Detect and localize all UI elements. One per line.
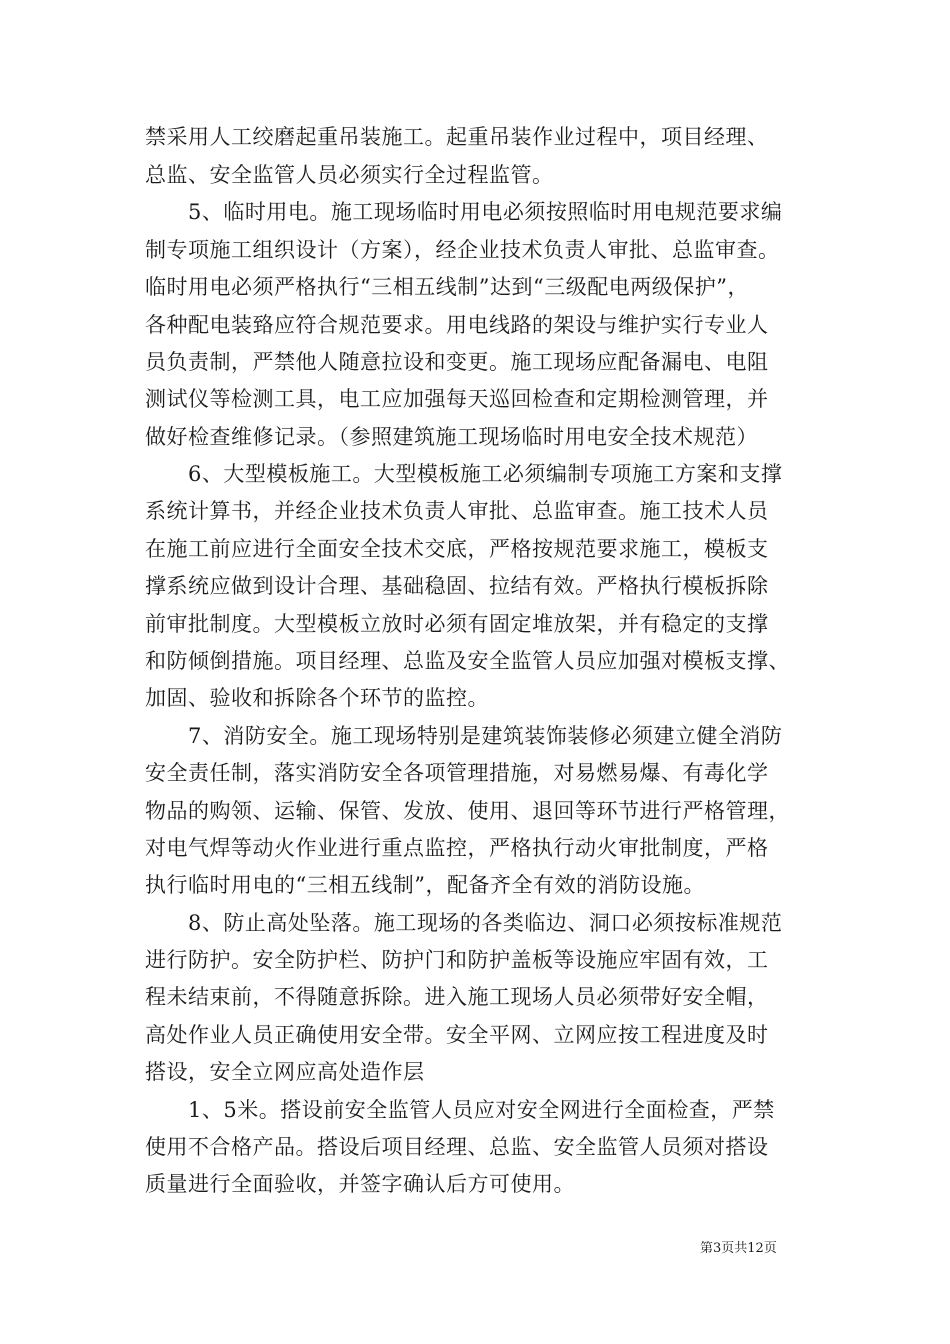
text-line: 制专项施工组织设计（方案），经企业技术负责人审批、总监审查。 [145, 238, 780, 262]
text-line: 临时用电必须严格执行“三相五线制”达到“三级配电两级保护”， [145, 275, 749, 299]
text-line: 测试仪等检测工具，电工应加强每天巡回检查和定期检测管理，并 [145, 387, 769, 411]
text-line: 执行临时用电的“三相五线制”，配备齐全有效的消防设施。 [145, 873, 705, 897]
text-line: 安全责任制，落实消防安全各项管理措施，对易燃易爆、有毒化学 [145, 761, 769, 785]
text-line: 系统计算书，并经企业技术负责人审批、总监审查。施工技术人员 [145, 499, 769, 523]
text-line: 7、消防安全。施工现场特别是建筑装饰装修必须建立健全消防 [188, 724, 783, 748]
text-line: 程未结束前，不得随意拆除。进入施工现场人员必须带好安全帽， [145, 985, 769, 1009]
text-line: 5、临时用电。施工现场临时用电必须按照临时用电规范要求编 [188, 200, 783, 224]
text-line: 各种配电装臵应符合规范要求。用电线路的架设与维护实行专业人 [145, 313, 769, 337]
text-line: 质量进行全面验收，并签字确认后方可使用。 [145, 1172, 575, 1196]
text-line: 撑系统应做到设计合理、基础稳固、拉结有效。严格执行模板拆除 [145, 574, 769, 598]
text-line: 对电气焊等动火作业进行重点监控，严格执行动火审批制度，严格 [145, 836, 769, 860]
text-line: 和防倾倒措施。项目经理、总监及安全监管人员应加强对模板支撑、 [145, 649, 790, 673]
text-line: 禁采用人工绞磨起重吊装施工。起重吊装作业过程中，项目经理、 [145, 125, 769, 149]
text-line: 加固、验收和拆除各个环节的监控。 [145, 686, 489, 710]
text-line: 进行防护。安全防护栏、防护门和防护盖板等设施应牢固有效，工 [145, 948, 769, 972]
text-line: 8、防止高处坠落。施工现场的各类临边、洞口必须按标准规范 [188, 911, 783, 935]
text-line: 做好检查维修记录。（参照建筑施工现场临时用电安全技术规范） [145, 425, 758, 449]
text-line: 员负责制，严禁他人随意拉设和变更。施工现场应配备漏电、电阻 [145, 350, 769, 374]
text-line: 物品的购领、运输、保管、发放、使用、退回等环节进行严格管理， [145, 799, 790, 823]
text-line: 在施工前应进行全面安全技术交底，严格按规范要求施工，模板支 [145, 537, 769, 561]
text-line: 使用不合格产品。搭设后项目经理、总监、安全监管人员须对搭设 [145, 1135, 769, 1159]
text-line: 搭设，安全立网应高处造作层 [145, 1060, 425, 1084]
text-line: 1、5米。搭设前安全监管人员应对安全网进行全面检查，严禁 [188, 1098, 775, 1122]
text-line: 高处作业人员正确使用安全带。安全平网、立网应按工程进度及时 [145, 1023, 769, 1047]
text-line: 总监、安全监管人员必须实行全过程监管。 [145, 163, 554, 187]
text-line: 前审批制度。大型模板立放时必须有固定堆放架，并有稳定的支撑 [145, 612, 769, 636]
page-number: 第3页共12页 [700, 1241, 777, 1256]
text-line: 6、大型模板施工。大型模板施工必须编制专项施工方案和支撑 [188, 462, 783, 486]
